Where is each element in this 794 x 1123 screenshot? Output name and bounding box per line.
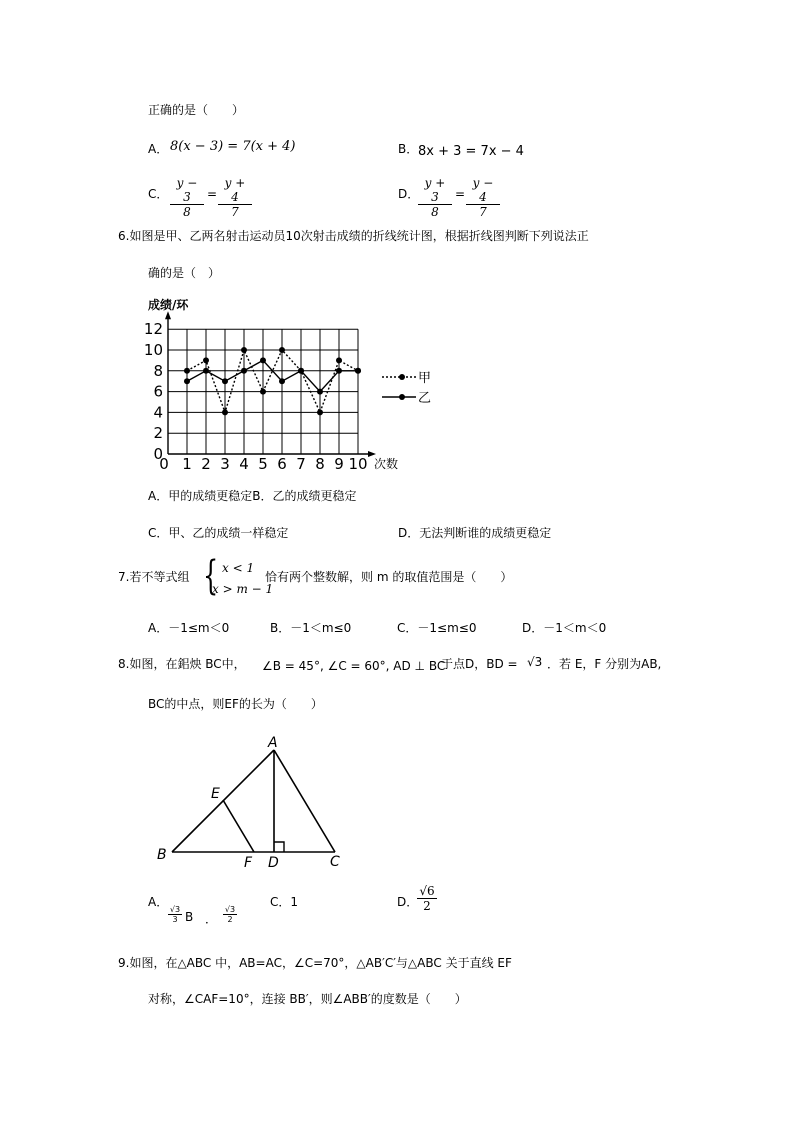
y-tick-label: 12 <box>143 320 163 339</box>
y-tick-label: 8 <box>153 361 163 380</box>
q5-option-b-label: B． <box>398 142 419 156</box>
data-point-甲 <box>241 347 247 353</box>
x-tick-label: 9 <box>334 455 344 472</box>
series-line-甲 <box>187 350 358 412</box>
q5-option-a-expr: 8(x − 3) = 7(x + 4) <box>170 139 296 154</box>
q7-option-d: D．－1＜m＜0 <box>522 621 607 635</box>
q5-option-d-left-den: 8 <box>431 205 439 219</box>
vertex-c-label: C <box>330 854 340 870</box>
q9-stem-line2: 对称，∠CAF=10°，连接 BB′，则∠ABB′的度数是（ ） <box>148 992 467 1006</box>
line-chart <box>140 292 470 472</box>
y-tick-label: 6 <box>153 382 163 401</box>
q7-option-a: A．－1≤m＜0 <box>148 621 230 635</box>
x-tick-label: 3 <box>220 455 230 472</box>
q5-option-d-eq: = <box>455 187 466 201</box>
q6-option-c: C．甲、乙的成绩一样稳定 <box>148 526 289 540</box>
data-point-乙 <box>184 378 190 384</box>
q8-option-b-num: √3 <box>224 905 236 914</box>
data-point-甲 <box>317 409 323 415</box>
q5-option-d-right-frac <box>466 176 500 219</box>
chart-axes <box>165 311 376 457</box>
data-point-乙 <box>336 368 342 374</box>
q5-option-c-left-den: 8 <box>183 205 191 219</box>
q8-option-d-label: D． <box>397 895 419 909</box>
y-tick-label: 0 <box>153 445 163 463</box>
x-axis-label: 次数 <box>374 457 399 471</box>
x-tick-label: 0 <box>159 455 169 472</box>
right-angle-mark <box>274 842 284 852</box>
q5-option-c-right-num: y + 4 <box>218 176 252 205</box>
y-tick-labels <box>144 320 163 463</box>
q5-option-c-left-frac <box>170 176 204 219</box>
q8-stem-math: ∠B = 45°, ∠C = 60°, AD ⊥ BC <box>262 659 446 673</box>
q5-option-c-eq: = <box>207 187 218 201</box>
q5-option-d-left-num: y + 3 <box>418 176 452 205</box>
legend-marker-乙 <box>399 394 405 400</box>
x-tick-label: 6 <box>277 455 287 472</box>
x-tick-label: 7 <box>296 455 306 472</box>
data-point-乙 <box>222 378 228 384</box>
data-point-乙 <box>317 389 323 395</box>
data-point-乙 <box>298 368 304 374</box>
data-point-甲 <box>203 357 209 363</box>
q9-stem-line1: 9.如图，在△ABC 中，AB=AC，∠C=70°，△AB′C′与△ABC 关于直线 EF <box>118 956 512 970</box>
q8-option-a-den: 3 <box>172 915 178 924</box>
data-point-甲 <box>222 409 228 415</box>
y-tick-label: 10 <box>143 341 163 359</box>
x-tick-label: 2 <box>201 455 211 472</box>
q8-stem-sqrt: √3 <box>527 655 543 669</box>
chart-legend <box>382 371 431 406</box>
q5-option-a-label: A． <box>148 142 169 156</box>
q6-option-a: A．甲的成绩更稳定B．乙的成绩更稳定 <box>148 489 357 503</box>
segment-ef <box>223 800 254 852</box>
x-tick-label: 1 <box>182 455 192 472</box>
q8-option-a-num: √3 <box>169 905 181 914</box>
q7-ineq-1: x < 1 <box>222 561 255 575</box>
triangle-figure <box>152 728 362 878</box>
data-point-乙 <box>260 357 266 363</box>
y-tick-label: 2 <box>153 424 163 443</box>
q7-system-brace: { <box>203 553 219 599</box>
point-d-label: D <box>268 855 279 871</box>
x-tick-label: 8 <box>315 455 325 472</box>
chart-series <box>184 347 361 415</box>
legend-label-甲: 甲 <box>418 371 432 386</box>
q8-option-c: C．1 <box>270 895 299 909</box>
q5-option-c-label: C． <box>148 187 169 201</box>
q5-stem-tail: 正确的是（ ） <box>148 103 245 117</box>
q8-option-a-label: A． <box>148 895 169 909</box>
q8-option-b-label: B <box>185 910 194 924</box>
q8-option-d-den: 2 <box>423 899 431 913</box>
q8-stem-pre: 8.如图，在鈻炴 BC中， <box>118 657 246 671</box>
q8-option-d-frac <box>417 884 437 913</box>
x-tick-label: 5 <box>258 455 268 472</box>
q6-stem-line1: 6.如图是甲、乙两名射击运动员10次射击成绩的折线统计图，根据折线图判断下列说法正 <box>118 229 589 243</box>
q5-option-d-right-num: y − 4 <box>466 176 500 205</box>
q8-option-d-num: √6 <box>417 884 437 899</box>
data-point-甲 <box>260 389 266 395</box>
x-tick-labels <box>159 455 367 472</box>
q8-option-b-dot: ． <box>205 912 218 926</box>
data-point-甲 <box>279 347 285 353</box>
q7-option-b: B．－1＜m≤0 <box>270 621 352 635</box>
q8-stem-line2: BC的中点，则EF的长为（ ） <box>148 697 323 711</box>
point-f-label: F <box>244 855 253 871</box>
q5-option-d-right-den: 7 <box>479 205 487 219</box>
data-point-乙 <box>241 368 247 374</box>
y-axis-arrow <box>165 311 171 319</box>
vertex-a-label: A <box>268 735 278 751</box>
q5-option-c-right-frac <box>218 176 252 219</box>
q7-stem-pre: 7.若不等式组 <box>118 570 190 584</box>
q8-option-a-frac <box>168 905 182 924</box>
x-tick-label: 10 <box>348 455 368 472</box>
data-point-乙 <box>355 368 361 374</box>
data-point-甲 <box>184 368 190 374</box>
q7-stem-post: 恰有两个整数解，则 m 的取值范围是（ ） <box>265 570 513 584</box>
legend-marker-甲 <box>399 374 405 380</box>
y-tick-label: 4 <box>153 403 163 422</box>
series-line-乙 <box>187 360 358 391</box>
q8-stem-mid: 于点D，BD = <box>441 657 518 671</box>
x-tick-label: 4 <box>239 455 249 472</box>
q6-option-d: D．无法判断谁的成绩更稳定 <box>398 526 552 540</box>
q5-option-c-left-num: y − 3 <box>170 176 204 205</box>
vertex-b-label: B <box>157 847 167 863</box>
q5-option-c-right-den: 7 <box>231 205 239 219</box>
q5-option-d-label: D． <box>398 187 420 201</box>
data-point-乙 <box>279 378 285 384</box>
q6-stem-line2: 确的是（ ） <box>148 266 221 280</box>
q5-option-b-expr: 8x + 3 = 7x − 4 <box>418 144 524 159</box>
data-point-甲 <box>336 357 342 363</box>
point-e-label: E <box>211 786 220 802</box>
data-point-乙 <box>203 368 209 374</box>
q7-ineq-2: x > m − 1 <box>212 582 274 596</box>
q8-option-b-den: 2 <box>227 915 233 924</box>
y-axis-label: 成绩/环 <box>148 298 189 312</box>
segment-ac <box>274 750 335 852</box>
q8-option-b-frac <box>223 905 237 924</box>
q7-option-c: C．－1≤m≤0 <box>397 621 477 635</box>
q8-stem-post: ．若 E，F 分别为AB, <box>547 657 662 671</box>
legend-label-乙: 乙 <box>418 391 432 406</box>
q5-option-d-left-frac <box>418 176 452 219</box>
